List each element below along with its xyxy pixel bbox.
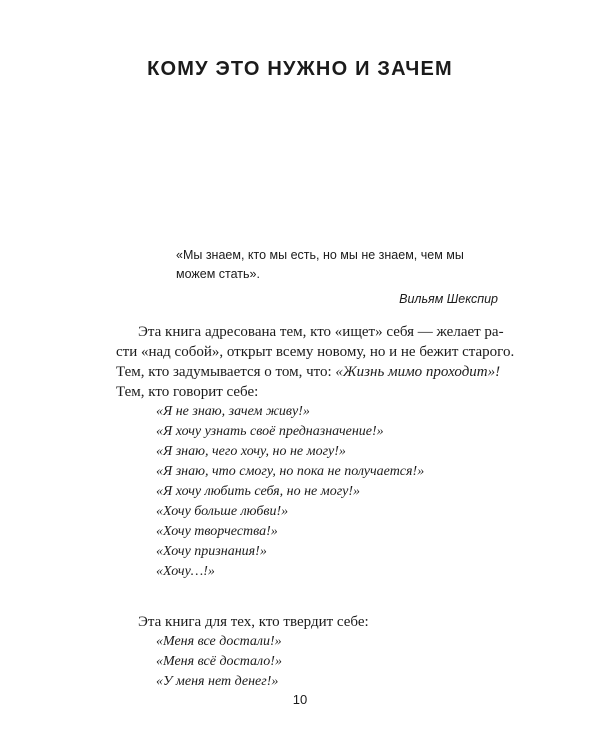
paragraph-line — [116, 362, 501, 382]
paragraph-intro — [116, 322, 515, 402]
quote-item: «Я не знаю, зачем живу!» — [156, 404, 310, 419]
epigraph — [176, 246, 498, 309]
quote-item: «Я хочу любить себя, но не могу!» — [156, 484, 361, 499]
quote-item: «Я знаю, чего хочу, но не могу!» — [156, 444, 346, 459]
paragraph-second: Эта книга для тех, кто твердит себе: — [138, 614, 369, 630]
quote-list-complaints — [116, 632, 498, 692]
quote-item: «Хочу признания!» — [156, 544, 267, 559]
paragraph-line: Тем, кто говорит себе: — [116, 384, 259, 400]
paragraph-line-text: Тем, кто задумывается о том, что: — [116, 364, 336, 380]
paragraph-line: Эта книга адресована тем, кто «ищет» себя — желает ра- — [138, 324, 504, 340]
epigraph-quote: «Мы знаем, кто мы есть, но мы не знаем, чем мы можем стать». — [176, 248, 464, 281]
quote-list-wants — [116, 402, 498, 582]
quote-item: «Хочу творчества!» — [156, 524, 278, 539]
quote-item: «У меня нет денег!» — [156, 674, 279, 689]
main-text — [116, 322, 515, 692]
quote-item: «Я хочу узнать своё предназначение!» — [156, 424, 384, 439]
quote-item: «Меня все достали!» — [156, 634, 282, 649]
chapter-title: КОМУ ЭТО НУЖНО И ЗАЧЕМ — [147, 58, 453, 80]
inline-quote: «Жизнь мимо проходит»! — [335, 364, 501, 380]
epigraph-author: Вильям Шекспир — [399, 292, 498, 306]
quote-item: «Хочу больше любви!» — [156, 504, 289, 519]
page-number: 10 — [292, 692, 308, 707]
paragraph-line: сти «над собой», открыт всему новому, но и не бежит старого. — [116, 344, 515, 360]
quote-item: «Хочу…!» — [156, 564, 215, 579]
quote-item: «Я знаю, что смогу, но пока не получается!» — [156, 464, 425, 479]
quote-item: «Меня всё достало!» — [156, 654, 282, 669]
